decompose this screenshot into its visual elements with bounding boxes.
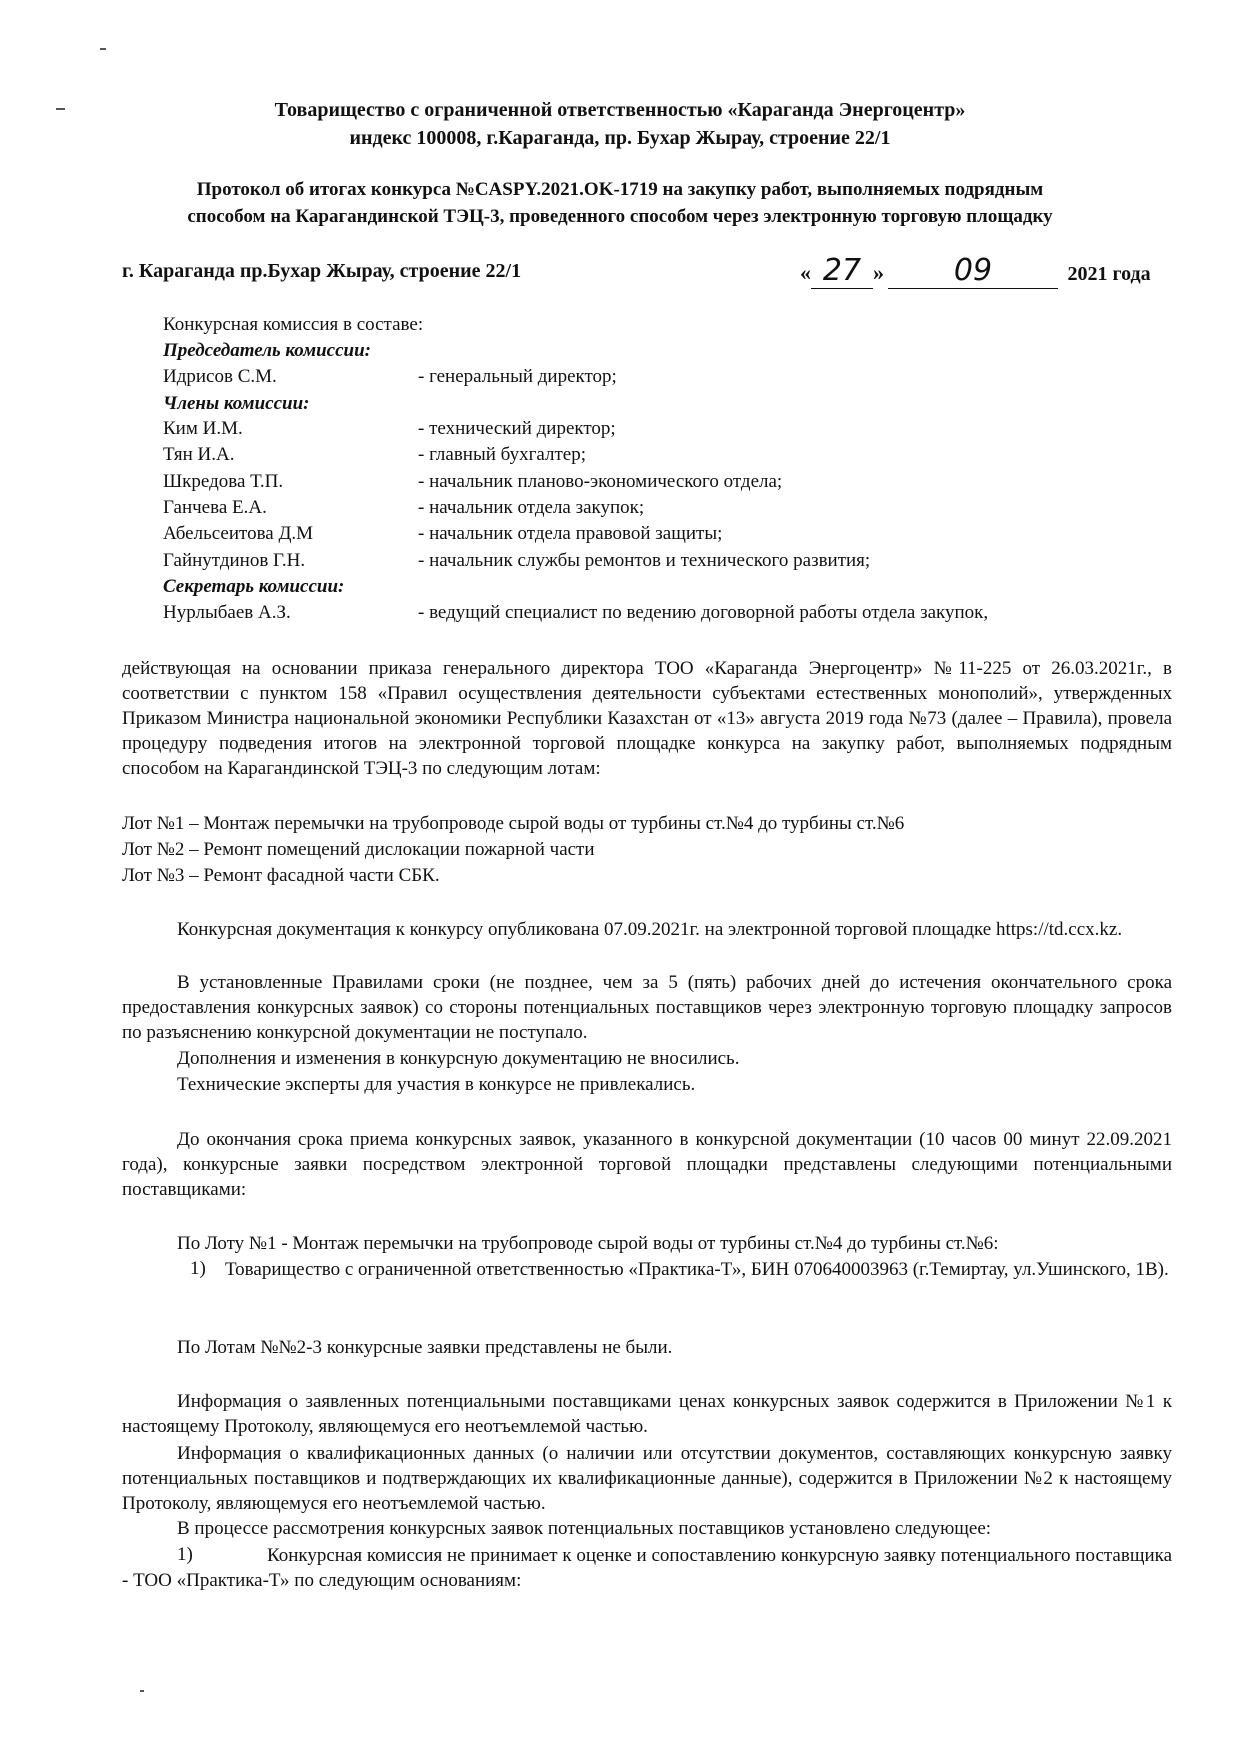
chair-label: Председатель комиссии:	[163, 340, 371, 361]
date-month: 09	[953, 253, 993, 288]
member-role: - начальник отдела правовой защиты;	[418, 523, 723, 544]
date-day: 27	[822, 253, 862, 288]
member-name: Шкредова Т.П.	[163, 471, 284, 492]
member-role: - технический директор;	[418, 418, 616, 439]
clarification-paragraph: В установленные Правилами сроки (не позднее, чем за 5 (пять) рабочих дней до истечения окончательного срока предоставления конкурсных заявок) со стороны потенциальных поставщиков через электронную торговую площадку запросов по разъяснению конкурсной документации не поступало.	[122, 972, 1172, 1043]
secretary-name: Нурлыбаев А.З.	[163, 602, 291, 623]
org-address-line: индекс 100008, г.Караганда, пр. Бухар Жырау, строение 22/1	[349, 127, 891, 149]
prices-info-paragraph: Информация о заявленных потенциальными поставщиками ценах конкурсных заявок содержится в Приложении №1 к настоящему Протоколу, являющемуся его неотъемлемой частью.	[122, 1391, 1172, 1437]
lot1-item-supplier: Товарищество с ограниченной ответственностью «Практика-Т», БИН 070640003963 (г.Темиртау, ул.Ушинского, 1В).	[225, 1259, 1169, 1280]
member-role: - начальник отдела закупок;	[418, 497, 645, 518]
lot1-applications-heading: По Лоту №1 - Монтаж перемычки на трубопроводе сырой воды от турбины ст.№4 до турбины ст.№6:	[177, 1233, 999, 1254]
protocol-title-line1: Протокол об итогах конкурса №CASPY.2021.OK-1719 на закупку работ, выполняемых подрядным	[196, 179, 1044, 200]
protocol-title-line2: способом на Карагандинской ТЭЦ-3, проведенного способом через электронную торговую площадку	[187, 206, 1053, 227]
member-name: Ким И.М.	[163, 418, 243, 439]
chair-name: Идрисов С.М.	[163, 366, 277, 387]
secretary-label: Секретарь комиссии:	[163, 576, 345, 597]
finding-1-text: Конкурсная комиссия не принимает к оценке и сопоставлению конкурсную заявку потенциального поставщика - ТОО «Практика-Т» по следующим основаниям:	[122, 1545, 1172, 1591]
applications-paragraph: До окончания срока приема конкурсных заявок, указанного в конкурсной документации (10 часов 00 минут 22.09.2021 года), конкурсные заявки посредством электронной торговой площадки представлены следующими потенциальными поставщиками:	[122, 1129, 1172, 1200]
lot-2-line: Лот №2 – Ремонт помещений дислокации пожарной части	[122, 839, 595, 860]
members-label: Члены комиссии:	[163, 393, 310, 414]
qualification-info-paragraph: Информация о квалификационных данных (о наличии или отсутствии документов, составляющих конкурсную заявку потенциальных поставщиков и подтверждающих их квалификационные данные), содержится в Приложении №2 к настоящему Протоколу, являющемуся его неотъемлемой частью.	[122, 1443, 1172, 1514]
member-name: Абельсеитова Д.М	[163, 523, 314, 544]
lots-2-3-no-applications: По Лотам №№2-3 конкурсные заявки представлены не были.	[177, 1337, 673, 1358]
member-name: Ганчева Е.А.	[163, 497, 267, 518]
lot-3-line: Лот №3 – Ремонт фасадной части СБК.	[122, 865, 440, 886]
member-name: Тян И.А.	[163, 444, 235, 465]
close-quote: »	[873, 260, 884, 285]
date-year: 2021 года	[1067, 263, 1151, 285]
scan-speck	[140, 1690, 144, 1692]
publication-paragraph: Конкурсная документация к конкурсу опубликована 07.09.2021г. на электронной торговой площадке https://td.ccx.kz.	[177, 919, 1123, 940]
member-role: - начальник планово-экономического отдела;	[418, 471, 783, 492]
date-field	[800, 253, 1151, 289]
amendments-line: Дополнения и изменения в конкурсную документацию не вносились.	[177, 1048, 740, 1069]
member-role: - главный бухгалтер;	[418, 444, 586, 465]
chair-role: - генеральный директор;	[418, 366, 617, 387]
lot-1-line: Лот №1 – Монтаж перемычки на трубопроводе сырой воды от турбины ст.№4 до турбины ст.№6	[122, 813, 905, 834]
org-name-line: Товарищество с ограниченной ответственностью «Караганда Энергоцентр»	[274, 99, 966, 121]
basis-paragraph: действующая на основании приказа генерального директора ТОО «Караганда Энергоцентр» №11-225 от 26.03.2021г., в соответствии с пунктом 158 «Правил осуществления деятельности субъектами естественных монополий», утвержденных Приказом Министра национальной экономики Республики Казахстан от «13» августа 2019 года №73 (далее – Правила), провела процедуру подведения итогов на электронной торговой площадке конкурса на закупку работ, выполняемых подрядным способом на Карагандинской ТЭЦ-3 по следующим лотам:	[122, 658, 1172, 779]
experts-line: Технические эксперты для участия в конкурсе не привлекались.	[177, 1074, 696, 1095]
commission-intro: Конкурсная комиссия в составе:	[163, 314, 424, 335]
place-text: г. Караганда пр.Бухар Жырау, строение 22/1	[122, 260, 522, 282]
scan-speck	[100, 48, 106, 50]
findings-intro: В процессе рассмотрения конкурсных заявок потенциальных поставщиков установлено следующее:	[177, 1518, 992, 1539]
member-role: - начальник службы ремонтов и технического развития;	[418, 550, 871, 571]
open-quote: «	[800, 260, 811, 285]
secretary-role: - ведущий специалист по ведению договорной работы отдела закупок,	[418, 602, 989, 623]
lot1-item-number: 1)	[190, 1258, 206, 1279]
finding-1-number: 1)	[177, 1544, 193, 1565]
member-name: Гайнутдинов Г.Н.	[163, 550, 306, 571]
